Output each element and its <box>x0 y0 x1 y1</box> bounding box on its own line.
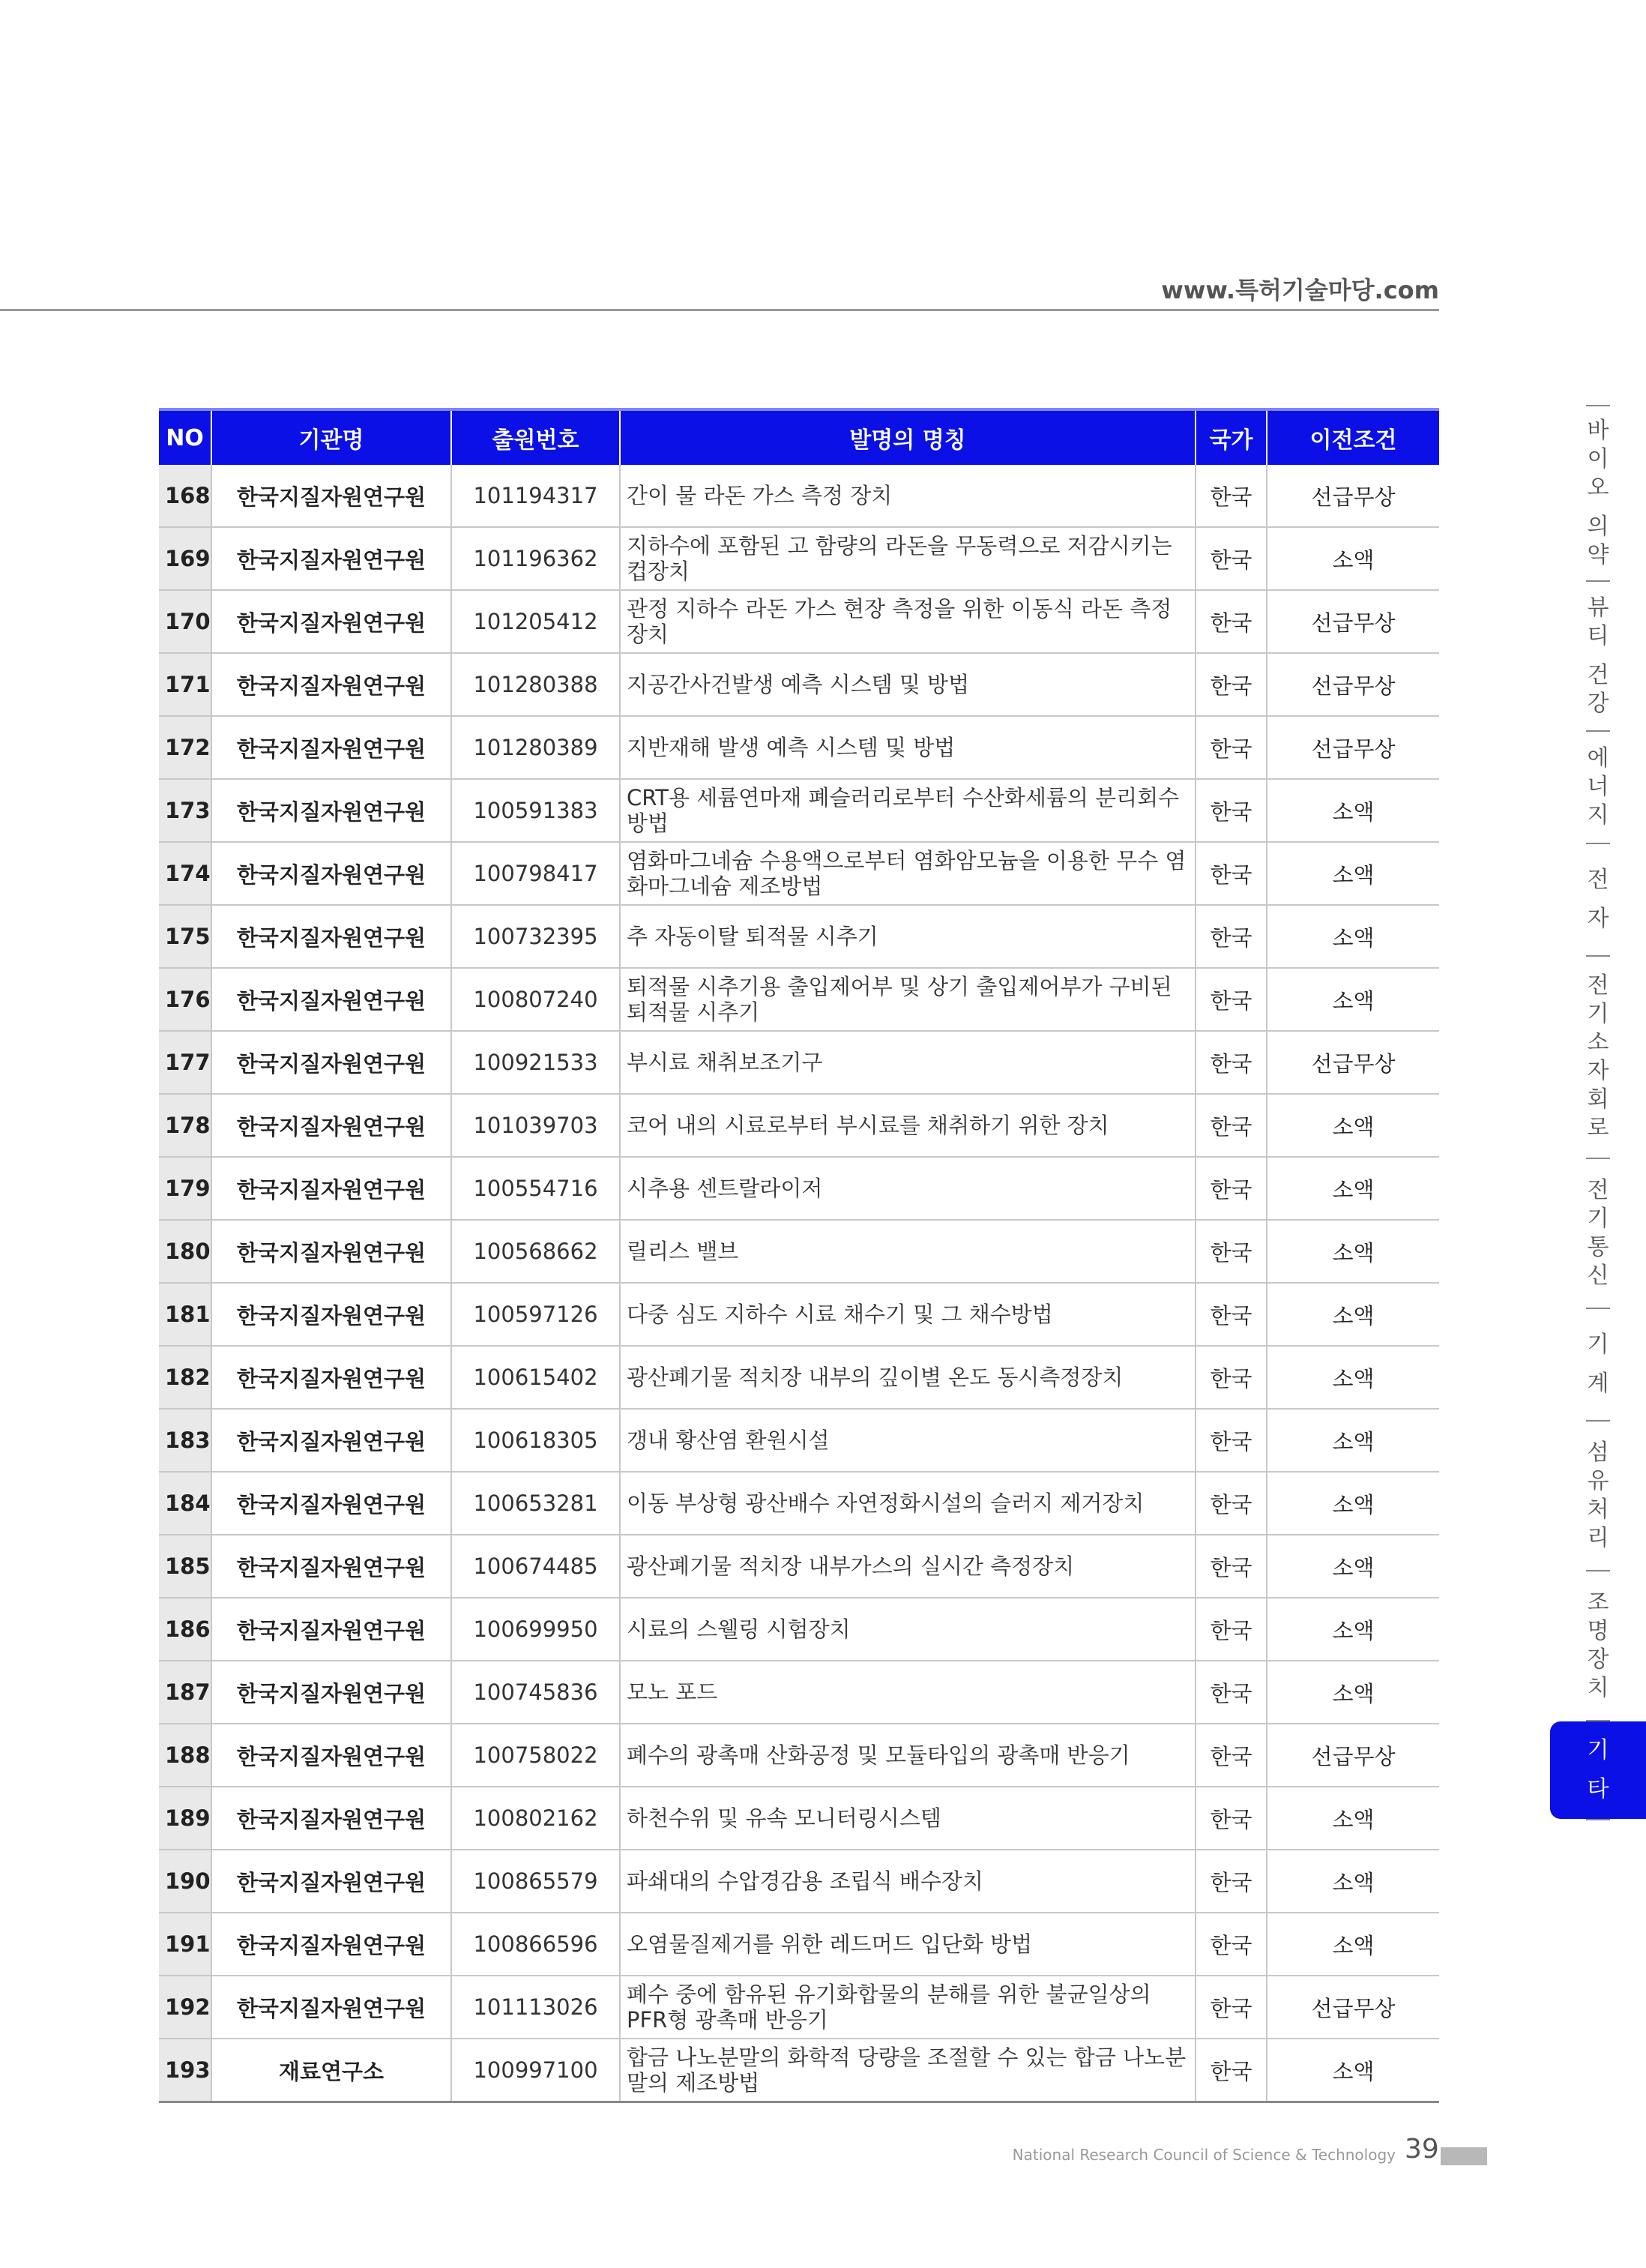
application-number: 100807240 <box>451 968 620 1031</box>
invention-title: 시추용 센트랄라이저 <box>620 1157 1196 1220</box>
sidebar-category-char: 이 <box>1587 446 1609 472</box>
sidebar-category-char: 자 <box>1587 906 1609 932</box>
transfer-terms: 소액 <box>1267 1157 1439 1220</box>
transfer-terms: 선급무상 <box>1267 590 1439 653</box>
invention-title: 간이 물 라돈 가스 측정 장치 <box>620 465 1196 527</box>
country: 한국 <box>1196 1787 1267 1850</box>
application-number: 100618305 <box>451 1409 620 1472</box>
sidebar-category-char: 소 <box>1587 1029 1609 1056</box>
application-number: 100997100 <box>451 2039 620 2102</box>
transfer-terms: 선급무상 <box>1267 653 1439 716</box>
invention-title: 지하수에 포함된 고 함량의 라돈을 무동력으로 저감시키는 컵장치 <box>620 527 1196 590</box>
application-number: 100591383 <box>451 779 620 842</box>
table-row <box>159 1535 1439 1598</box>
application-number: 100732395 <box>451 905 620 968</box>
sidebar-category-char: 기 <box>1587 1332 1609 1358</box>
sidebar-category-char: 자 <box>1587 1058 1609 1084</box>
country: 한국 <box>1196 465 1267 527</box>
sidebar-category-char: 섬 <box>1587 1440 1609 1466</box>
institution-name: 한국지질자원연구원 <box>211 1094 451 1157</box>
row-number: 180 <box>159 1220 211 1283</box>
invention-title: 관정 지하수 라돈 가스 현장 측정을 위한 이동식 라돈 측정 장치 <box>620 590 1196 653</box>
institution-name: 재료연구소 <box>211 2039 451 2102</box>
application-number: 100674485 <box>451 1535 620 1598</box>
country: 한국 <box>1196 527 1267 590</box>
country: 한국 <box>1196 1220 1267 1283</box>
sidebar-category-char: 전 <box>1587 867 1609 893</box>
institution-name: 한국지질자원연구원 <box>211 1157 451 1220</box>
sidebar-category-char: 강 <box>1587 691 1609 717</box>
institution-name: 한국지질자원연구원 <box>211 1535 451 1598</box>
application-number: 101205412 <box>451 590 620 653</box>
country: 한국 <box>1196 1283 1267 1346</box>
sidebar-category-char: 유 <box>1587 1468 1609 1494</box>
country: 한국 <box>1196 1157 1267 1220</box>
invention-title: 코어 내의 시료로부터 부시료를 채취하기 위한 장치 <box>620 1094 1196 1157</box>
site-url[interactable]: www.특허기술마당.com <box>1161 276 1439 304</box>
invention-title: 다중 심도 지하수 시료 채수기 및 그 채수방법 <box>620 1283 1196 1346</box>
row-number: 175 <box>159 905 211 968</box>
row-number: 171 <box>159 653 211 716</box>
institution-name: 한국지질자원연구원 <box>211 653 451 716</box>
invention-title: 퇴적물 시추기용 출입제어부 및 상기 출입제어부가 구비된 퇴적물 시추기 <box>620 968 1196 1031</box>
transfer-terms: 소액 <box>1267 968 1439 1031</box>
patent-table <box>159 408 1439 2103</box>
table-row <box>159 1220 1439 1283</box>
sidebar-category-char: 통 <box>1587 1234 1609 1260</box>
table-row <box>159 1283 1439 1346</box>
transfer-terms: 소액 <box>1267 1283 1439 1346</box>
table-row <box>159 1724 1439 1787</box>
sidebar-category-char: 처 <box>1587 1497 1609 1523</box>
sidebar-category-char: 기 <box>1587 1206 1609 1232</box>
row-number: 189 <box>159 1787 211 1850</box>
transfer-terms: 소액 <box>1267 1346 1439 1409</box>
sidebar-category-1[interactable] <box>1550 406 1646 580</box>
sidebar-category-char: 약 <box>1587 542 1609 568</box>
table-row <box>159 1850 1439 1913</box>
country: 한국 <box>1196 1472 1267 1535</box>
institution-name: 한국지질자원연구원 <box>211 1283 451 1346</box>
application-number: 100745836 <box>451 1661 620 1724</box>
transfer-terms: 소액 <box>1267 2039 1439 2102</box>
country: 한국 <box>1196 1598 1267 1661</box>
country: 한국 <box>1196 1535 1267 1598</box>
application-number: 100758022 <box>451 1724 620 1787</box>
institution-name: 한국지질자원연구원 <box>211 527 451 590</box>
sidebar-category-3[interactable] <box>1550 732 1646 843</box>
sidebar-category-char: 타 <box>1587 1776 1609 1802</box>
country: 한국 <box>1196 1724 1267 1787</box>
transfer-terms: 소액 <box>1267 779 1439 842</box>
sidebar-category-char: 치 <box>1587 1675 1609 1701</box>
row-number: 168 <box>159 465 211 527</box>
institution-name: 한국지질자원연구원 <box>211 1472 451 1535</box>
institution-name: 한국지질자원연구원 <box>211 1913 451 1976</box>
application-number: 101196362 <box>451 527 620 590</box>
institution-name: 한국지질자원연구원 <box>211 968 451 1031</box>
institution-name: 한국지질자원연구원 <box>211 1346 451 1409</box>
row-number: 177 <box>159 1031 211 1094</box>
application-number: 100921533 <box>451 1031 620 1094</box>
invention-title: 지공간사건발생 예측 시스템 및 방법 <box>620 653 1196 716</box>
invention-title: 부시료 채취보조기구 <box>620 1031 1196 1094</box>
institution-name: 한국지질자원연구원 <box>211 905 451 968</box>
institution-name: 한국지질자원연구원 <box>211 590 451 653</box>
institution-name: 한국지질자원연구원 <box>211 1220 451 1283</box>
sidebar-category-9[interactable] <box>1550 1571 1646 1720</box>
sidebar-category-5[interactable] <box>1550 957 1646 1158</box>
sidebar-category-char: 계 <box>1587 1371 1609 1397</box>
sidebar-divider <box>1586 1819 1610 1820</box>
institution-name: 한국지질자원연구원 <box>211 779 451 842</box>
country: 한국 <box>1196 1913 1267 1976</box>
row-number: 183 <box>159 1409 211 1472</box>
transfer-terms: 소액 <box>1267 905 1439 968</box>
institution-name: 한국지질자원연구원 <box>211 1409 451 1472</box>
institution-name: 한국지질자원연구원 <box>211 1787 451 1850</box>
row-number: 172 <box>159 716 211 779</box>
institution-name: 한국지질자원연구원 <box>211 1031 451 1094</box>
institution-name: 한국지질자원연구원 <box>211 1976 451 2039</box>
table-row <box>159 1472 1439 1535</box>
application-number: 101280388 <box>451 653 620 716</box>
transfer-terms: 소액 <box>1267 1850 1439 1913</box>
row-number: 188 <box>159 1724 211 1787</box>
country: 한국 <box>1196 1031 1267 1094</box>
invention-title: 폐수의 광촉매 산화공정 및 모듈타입의 광촉매 반응기 <box>620 1724 1196 1787</box>
transfer-terms: 선급무상 <box>1267 1976 1439 2039</box>
table-row <box>159 1598 1439 1661</box>
sidebar-category-char: 기 <box>1587 1001 1609 1027</box>
application-number: 100554716 <box>451 1157 620 1220</box>
invention-title: 모노 포드 <box>620 1661 1196 1724</box>
row-number: 191 <box>159 1913 211 1976</box>
country: 한국 <box>1196 1094 1267 1157</box>
table-row <box>159 1346 1439 1409</box>
invention-title: 하천수위 및 유속 모니터링시스템 <box>620 1787 1196 1850</box>
transfer-terms: 소액 <box>1267 1661 1439 1724</box>
row-number: 173 <box>159 779 211 842</box>
application-number: 100597126 <box>451 1283 620 1346</box>
column-header-no: NO <box>159 409 211 465</box>
institution-name: 한국지질자원연구원 <box>211 716 451 779</box>
transfer-terms: 선급무상 <box>1267 465 1439 527</box>
institution-name: 한국지질자원연구원 <box>211 842 451 905</box>
column-header-institution: 기관명 <box>211 409 451 465</box>
row-number: 170 <box>159 590 211 653</box>
institution-name: 한국지질자원연구원 <box>211 1598 451 1661</box>
application-number: 100865579 <box>451 1850 620 1913</box>
transfer-terms: 소액 <box>1267 527 1439 590</box>
row-number: 178 <box>159 1094 211 1157</box>
institution-name: 한국지질자원연구원 <box>211 1661 451 1724</box>
page-number: 39 <box>1405 2134 1439 2165</box>
institution-name: 한국지질자원연구원 <box>211 1724 451 1787</box>
transfer-terms: 소액 <box>1267 1913 1439 1976</box>
sidebar-category-char: 에 <box>1587 745 1609 771</box>
institution-name: 한국지질자원연구원 <box>211 1850 451 1913</box>
transfer-terms: 선급무상 <box>1267 1031 1439 1094</box>
footer-org-name: National Research Council of Science & Technology <box>1012 2146 1396 2164</box>
sidebar-category-char: 너 <box>1587 774 1609 800</box>
sidebar-category-8[interactable] <box>1550 1422 1646 1570</box>
table-row <box>159 842 1439 905</box>
category-sidebar <box>1550 405 1646 1820</box>
application-number: 101039703 <box>451 1094 620 1157</box>
transfer-terms: 선급무상 <box>1267 716 1439 779</box>
application-number: 100802162 <box>451 1787 620 1850</box>
row-number: 190 <box>159 1850 211 1913</box>
column-header-application-number: 출원번호 <box>451 409 620 465</box>
application-number: 101280389 <box>451 716 620 779</box>
table-header-row <box>159 409 1439 465</box>
sidebar-category-4[interactable] <box>1550 844 1646 955</box>
sidebar-category-char: 리 <box>1587 1525 1609 1551</box>
sidebar-category-char: 회 <box>1587 1086 1609 1113</box>
invention-title: 파쇄대의 수압경감용 조립식 배수장치 <box>620 1850 1196 1913</box>
table-row <box>159 590 1439 653</box>
table-row <box>159 1913 1439 1976</box>
institution-name: 한국지질자원연구원 <box>211 465 451 527</box>
country: 한국 <box>1196 1976 1267 2039</box>
application-number: 100653281 <box>451 1472 620 1535</box>
application-number: 100615402 <box>451 1346 620 1409</box>
invention-title: 폐수 중에 함유된 유기화합물의 분해를 위한 불균일상의 PFR형 광촉매 반응기 <box>620 1976 1196 2039</box>
application-number: 100568662 <box>451 1220 620 1283</box>
sidebar-category-char: 뷰 <box>1587 595 1609 621</box>
sidebar-category-char: 의 <box>1587 514 1609 540</box>
application-number: 100699950 <box>451 1598 620 1661</box>
column-header-transfer-terms: 이전조건 <box>1267 409 1439 465</box>
sidebar-category-char: 지 <box>1587 802 1609 828</box>
table-row <box>159 1976 1439 2039</box>
country: 한국 <box>1196 1409 1267 1472</box>
sidebar-category-7[interactable] <box>1550 1309 1646 1420</box>
page-number-bar <box>1441 2147 1487 2165</box>
row-number: 174 <box>159 842 211 905</box>
table-row <box>159 465 1439 527</box>
transfer-terms: 소액 <box>1267 1220 1439 1283</box>
sidebar-category-char: 바 <box>1587 418 1609 444</box>
invention-title: 합금 나노분말의 화학적 당량을 조절할 수 있는 합금 나노분말의 제조방법 <box>620 2039 1196 2102</box>
table-row <box>159 1787 1439 1850</box>
sidebar-category-char: 티 <box>1587 623 1609 649</box>
country: 한국 <box>1196 1661 1267 1724</box>
invention-title: 광산폐기물 적치장 내부의 깊이별 온도 동시측정장치 <box>620 1346 1196 1409</box>
table-row <box>159 1031 1439 1094</box>
country: 한국 <box>1196 842 1267 905</box>
row-number: 179 <box>159 1157 211 1220</box>
invention-title: 염화마그네슘 수용액으로부터 염화암모늄을 이용한 무수 염화마그네슘 제조방법 <box>620 842 1196 905</box>
transfer-terms: 소액 <box>1267 1472 1439 1535</box>
invention-title: 광산폐기물 적치장 내부가스의 실시간 측정장치 <box>620 1535 1196 1598</box>
application-number: 100866596 <box>451 1913 620 1976</box>
country: 한국 <box>1196 1346 1267 1409</box>
application-number: 101113026 <box>451 1976 620 2039</box>
sidebar-category-char: 전 <box>1587 972 1609 999</box>
invention-title: 갱내 황산염 환원시설 <box>620 1409 1196 1472</box>
row-number: 182 <box>159 1346 211 1409</box>
table-row <box>159 905 1439 968</box>
invention-title: 추 자동이탈 퇴적물 시추기 <box>620 905 1196 968</box>
application-number: 101194317 <box>451 465 620 527</box>
table-row <box>159 2039 1439 2102</box>
sidebar-category-char: 전 <box>1587 1177 1609 1203</box>
table-row <box>159 527 1439 590</box>
column-header-country: 국가 <box>1196 409 1267 465</box>
country: 한국 <box>1196 968 1267 1031</box>
transfer-terms: 선급무상 <box>1267 1724 1439 1787</box>
transfer-terms: 소액 <box>1267 1535 1439 1598</box>
sidebar-category-char: 명 <box>1587 1618 1609 1644</box>
application-number: 100798417 <box>451 842 620 905</box>
sidebar-category-char: 기 <box>1587 1737 1609 1763</box>
row-number: 184 <box>159 1472 211 1535</box>
transfer-terms: 소액 <box>1267 1787 1439 1850</box>
column-header-invention-title: 발명의 명칭 <box>620 409 1196 465</box>
invention-title: 이동 부상형 광산배수 자연정화시설의 슬러지 제거장치 <box>620 1472 1196 1535</box>
row-number: 193 <box>159 2039 211 2102</box>
row-number: 185 <box>159 1535 211 1598</box>
sidebar-category-char: 건 <box>1587 662 1609 688</box>
table-row <box>159 653 1439 716</box>
country: 한국 <box>1196 779 1267 842</box>
sidebar-category-char: 장 <box>1587 1646 1609 1673</box>
table-row <box>159 1157 1439 1220</box>
invention-title: CRT용 세륨연마재 폐슬러리로부터 수산화세륨의 분리회수 방법 <box>620 779 1196 842</box>
row-number: 187 <box>159 1661 211 1724</box>
transfer-terms: 소액 <box>1267 1409 1439 1472</box>
sidebar-category-char: 오 <box>1587 475 1609 501</box>
sidebar-category-char: 신 <box>1587 1263 1609 1289</box>
country: 한국 <box>1196 2039 1267 2102</box>
country: 한국 <box>1196 905 1267 968</box>
row-number: 181 <box>159 1283 211 1346</box>
table-row <box>159 779 1439 842</box>
country: 한국 <box>1196 653 1267 716</box>
table-row <box>159 968 1439 1031</box>
sidebar-category-char: 조 <box>1587 1589 1609 1616</box>
country: 한국 <box>1196 716 1267 779</box>
sidebar-category-6[interactable] <box>1550 1159 1646 1308</box>
sidebar-category-2[interactable] <box>1550 582 1646 730</box>
row-number: 176 <box>159 968 211 1031</box>
row-number: 186 <box>159 1598 211 1661</box>
invention-title: 지반재해 발생 예측 시스템 및 방법 <box>620 716 1196 779</box>
table-row <box>159 1409 1439 1472</box>
row-number: 169 <box>159 527 211 590</box>
transfer-terms: 소액 <box>1267 1094 1439 1157</box>
transfer-terms: 소액 <box>1267 842 1439 905</box>
sidebar-category-char: 로 <box>1587 1115 1609 1141</box>
transfer-terms: 소액 <box>1267 1598 1439 1661</box>
invention-title: 릴리스 밸브 <box>620 1220 1196 1283</box>
country: 한국 <box>1196 590 1267 653</box>
country: 한국 <box>1196 1850 1267 1913</box>
sidebar-category-10[interactable] <box>1550 1721 1646 1819</box>
invention-title: 오염물질제거를 위한 레드머드 입단화 방법 <box>620 1913 1196 1976</box>
header-divider <box>0 309 1439 311</box>
table-row <box>159 716 1439 779</box>
table-row <box>159 1094 1439 1157</box>
table-row <box>159 1661 1439 1724</box>
invention-title: 시료의 스웰링 시험장치 <box>620 1598 1196 1661</box>
row-number: 192 <box>159 1976 211 2039</box>
